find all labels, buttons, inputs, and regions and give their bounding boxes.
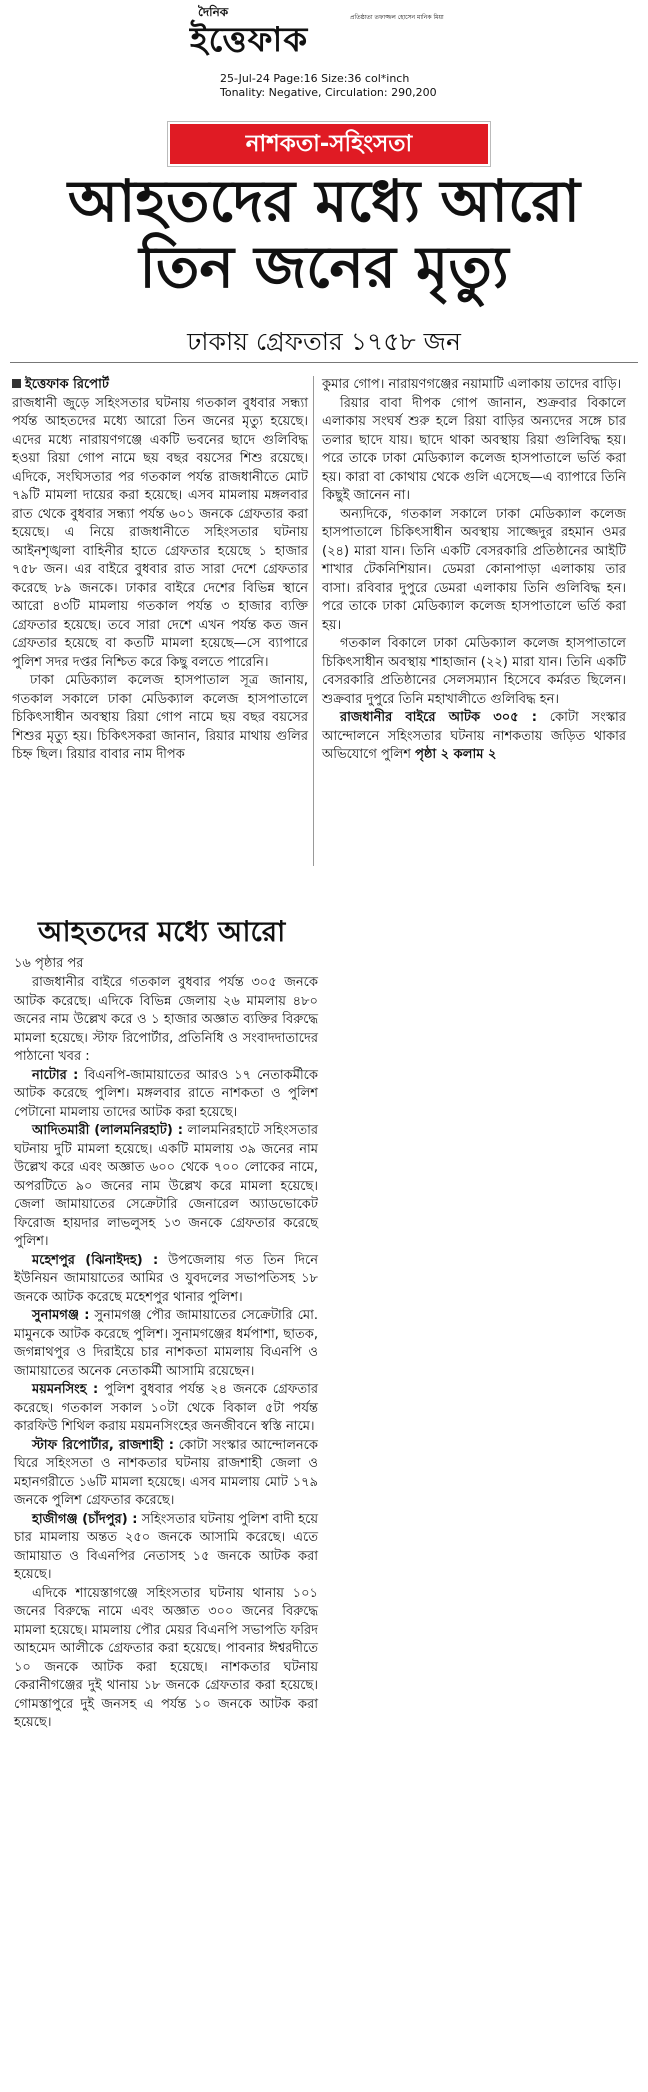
continuation-paragraph <box>14 1437 318 1511</box>
kicker: নাশকতা-সহিংসতা <box>245 131 413 157</box>
paragraph-text: পুলিশ বুধবার পর্যন্ত ২৪ জনকে গ্রেফতার করেছে। গতকাল সকাল ১০টা থেকে বিকাল ৫টা পর্যন্ত কারফিউ শিথিল করায় ময়মনসিংহের জনজীবনে স্বস্তি নামে। <box>14 1382 318 1434</box>
paragraph-text: সুনামগঞ্জ পৌর জামায়াতের সেক্রেটারি মো. মামুনকে আটক করেছে পুলিশ। সুনামগঞ্জের ধর্মপাশা, ছাতক, জগন্নাথপুর ও দিরাইয়ে চার নাশকতা মামলায় বিএনপি ও জামায়াতের অনেক নেতাকর্মী আসামি রয়েছেন। <box>14 1308 318 1379</box>
paragraph-lead: সুনামগঞ্জ : <box>32 1308 90 1323</box>
paragraph: কুমার গোপ। নারায়ণগঞ্জের নয়ামাটি এলাকায় তাদের বাড়ি। <box>322 377 622 392</box>
byline: ইত্তেফাক রিপোর্ট <box>25 377 109 392</box>
paragraph-text: কোটা সংস্কার আন্দোলনকে ঘিরে সহিংসতা ও নাশকতার ঘটনায় রাজশাহী জেলা ও মহানগরীতে ১৬টি মামলা হয়েছে। এসব মামলায় মোট ১৭৯ জনকে পুলিশ গ্রেফতার করেছে। <box>14 1437 318 1508</box>
logo-small-word: দৈনিক <box>198 5 229 19</box>
paragraph-text: সহিংসতার ঘটনায় পুলিশ বাদী হয়ে চার মামলায় অন্তত ২৫০ জনকে আসামি করেছে। এতে জামায়াত ও বিএনপির নেতাসহ ১৫ জনকে আটক করা হয়েছে। <box>14 1511 318 1582</box>
headline-line-1: আহতদের মধ্যে আরো <box>67 167 581 235</box>
continuation-paragraph <box>14 1307 318 1381</box>
meta-line-2: Tonality: Negative, Circulation: 290,200 <box>220 86 437 99</box>
paragraph: অন্যদিকে, গতকাল সকালে ঢাকা মেডিক্যাল কলেজ হাসপাতালে চিকিৎসাধীন অবস্থায় সাজ্জেদুর রহমান ওমর (২৪) মারা যান। তিনি একটি বেসরকারি প্রতিষ্ঠানের আইটি শাখার টেকনিশিয়ান। ডেমরা কোনাপাড়া এলাকায় তার বাসা। রবিবার দুপুরে ডেমরা এলাকায় তিনি গুলিবিদ্ধ হন। পরে তাকে ঢাকা মেডিক্যাল কলেজ হাসপাতালে ভর্তি করা হয়। <box>322 506 626 633</box>
continuation-paragraph <box>14 1511 318 1585</box>
continuation-paragraph <box>14 974 318 1067</box>
paragraph-lead: হাজীগঞ্জ (চাঁদপুর) : <box>32 1511 138 1527</box>
headline <box>20 168 628 300</box>
paragraph-text: উপজেলায় গত তিন দিনে ইউনিয়ন জামায়াতের আমির ও যুবদলের সভাপতিসহ ১৮ জনকে আটক করেছে মহেশপুর থানার পুলিশ। <box>14 1252 318 1305</box>
divider <box>10 362 638 363</box>
subheadline: ঢাকায় গ্রেফতার ১৭৫৮ জন <box>187 327 461 356</box>
right-column <box>322 376 626 765</box>
continued-from: ১৬ পৃষ্ঠার পর <box>14 956 84 971</box>
continuation-body <box>14 974 318 1733</box>
paragraph-text: এদিকে শায়েস্তাগঞ্জে সহিংসতার ঘটনায় থানায় ১০১ জনের বিরুদ্ধে নামে এবং অজ্ঞাত ৩০০ জনের বিরুদ্ধে মামলা হয়েছে। মামলায় পৌর মেয়র বিএনপি সভাপতি ফরিদ আহমেদ আলীকে গ্রেফতার করা হয়েছে। পাবনার ঈশ্বরদীতে ১০ জনকে আটক করা হয়েছে। নাশকতার ঘটনায় কেরানীগঞ্জের দুই থানায় ১৮ জনকে গ্রেফতার করা হয়েছে। গোমস্তাপুরে দুই জনসহ এ পর্যন্ত ১০ জনকে আটক করা হয়েছে। <box>14 1585 318 1730</box>
paragraph: কোটা সংস্কার আন্দোলনে সহিংসতার ঘটনায় নাশকতায় জড়িত থাকার অভিযোগে পুলিশ <box>322 710 626 762</box>
paragraph-lead: স্টাফ রিপোর্টার, রাজশাহী : <box>32 1437 174 1453</box>
continuation-paragraph <box>14 1252 318 1308</box>
continuation-paragraph <box>14 1067 318 1123</box>
newspaper-logo <box>190 4 460 60</box>
continuation-paragraph <box>14 1381 318 1437</box>
paragraph: রাজধানী জুড়ে সহিংসতার ঘটনায় গতকাল বুধবার সন্ধ্যা পর্যন্ত আহতদের মধ্যে আরো তিন জনের মৃত্যু হয়েছে। এদের মধ্যে নারায়ণগঞ্জে একটি ভবনের ছাদে গুলিবিদ্ধ হওয়া রিয়া গোপ নামে ছয় বছর বয়সের শিশু রয়েছে। এদিকে, সংঘিসতার পর গতকাল পর্যন্ত রাজধানীতে মোট ৭৯টি মামলা দায়ের করা হয়েছে। এসব মামলায় মঙ্গলবার রাত থেকে বুধবার সন্ধ্যা পর্যন্ত ৬০১ জনকে গ্রেফতার করা হয়েছে। এ নিয়ে রাজধানীতে সহিংসতার ঘটনায় আইনশৃঙ্খলা বাহিনীর হাতে গ্রেফতার হয়েছে ১ হাজার ৭৫৮ জন। এর বাইরে বুধবার রাত সারা দেশে গ্রেফতার করেছে ৮৯ জনকে। ঢাকার বাইরে দেশের বিভিন্ন স্থানে আরো ৪৩টি মামলায় গতকাল পর্যন্ত ৩ হাজার ব্যক্তি গ্রেফতার হয়েছে। তবে সারা দেশে এখন পর্যন্ত কত জন গ্রেফতার হয়েছে বা কতটি মামলা হয়েছে—সে ব্যাপারে পুলিশ সদর দপ্তর নিশ্চিত করে কিছু বলতে পারেনি। <box>12 395 308 670</box>
continuation-paragraph <box>14 1122 318 1252</box>
bullet-square-icon <box>12 379 21 388</box>
logo-tagline: প্রতিষ্ঠাতা তফাজ্জল হোসেন মানিক মিয়া <box>350 14 444 21</box>
meta-line-1: 25-Jul-24 Page:16 Size:36 col*inch <box>220 72 410 85</box>
masthead <box>0 0 648 62</box>
headline-line-2: তিন জনের মৃত্যু <box>139 233 509 301</box>
paragraph: রিয়ার বাবা দীপক গোপ জানান, শুক্রবার বিকালে এলাকায় সংঘর্ষ শুরু হলে রিয়া বাড়ির অন্যদের সঙ্গে চার তলার ছাদে যায়। ছাদে থাকা অবস্থায় রিয়া গুলিবিদ্ধ হয়। পরে তাকে ঢাকা মেডিক্যাল কলেজ হাসপাতালে ভর্তি করা হয়। কারা বা কোথায় থেকে গুলি এসেছে—এ ব্যাপারে তিনি কিছুই জানেন না। <box>322 395 626 503</box>
paragraph-lead: ময়মনসিংহ : <box>32 1382 99 1397</box>
kicker-box <box>168 122 490 166</box>
paragraph-text: বিএনপি-জামায়াতের আরও ১৭ নেতাকর্মীকে আটক করেছে পুলিশ। মঙ্গলবার রাতে নাশকতা ও পুলিশ পেটানো মামলায় তাদের আটক করা হয়েছে। <box>14 1067 318 1120</box>
clipping-meta <box>220 72 437 100</box>
jump-line: পৃষ্ঠা ২ কলাম ২ <box>415 747 497 762</box>
column-divider <box>313 376 314 866</box>
paragraph-lead: আদিতমারী (লালমনিরহাট) : <box>32 1123 183 1138</box>
paragraph-lead: নাটোর : <box>32 1067 79 1083</box>
continuation-title: আহতদের মধ্যে আরো <box>38 915 286 948</box>
paragraph: গতকাল বিকালে ঢাকা মেডিক্যাল কলেজ হাসপাতালে চিকিৎসাধীন অবস্থায় শাহাজান (২২) মারা যান। তিনি একটি বেসরকারি প্রতিষ্ঠানের সেলসম্যান হিসেবে কর্মরত ছিলেন। শুক্রবার দুপুরে তিনি মহাখালীতে গুলিবিদ্ধ হন। <box>322 636 626 707</box>
paragraph-lead: মহেশপুর (ঝিনাইদহ) : <box>32 1252 159 1268</box>
paragraph-text: রাজধানীর বাইরে গতকাল বুধবার পর্যন্ত ৩০৫ জনকে আটক করেছে। এদিকে বিভিন্ন জেলায় ২৬ মামলায় ৪৮০ জনের নাম উল্লেখ করে ও ১ হাজার অজ্ঞাত ব্যক্তির বিরুদ্ধে মামলা হয়েছে। স্টাফ রিপোর্টার, প্রতিনিধি ও সংবাদদাতাদের পাঠানো খবর : <box>14 975 318 1064</box>
paragraph-lead: রাজধানীর বাইরে আটক ৩০৫ : <box>340 710 537 725</box>
left-column <box>12 376 308 765</box>
paragraph-text: লালমনিরহাটে সহিংসতার ঘটনায় দুটি মামলা হয়েছে। একটি মামলায় ৩৯ জনের নাম উল্লেখ করে এবং অজ্ঞাত ৬০০ থেকে ৭০০ লোকের নামে, অপরটিতে ৯০ জনের নাম উল্লেখ করে মামলা হয়েছে। জেলা জামায়াতের সেক্রেটারি জেনারেল অ্যাডভোকেট ফিরোজ হায়দার লাভলুসহ ১৩ জনকে গ্রেফতার করেছে পুলিশ। <box>14 1123 318 1249</box>
continuation-paragraph <box>14 1585 318 1733</box>
logo-name: ইত্তেফাক <box>190 20 309 60</box>
paragraph: ঢাকা মেডিক্যাল কলেজ হাসপাতাল সূত্র জানায়, গতকাল সকালে ঢাকা মেডিক্যাল কলেজ হাসপাতালে চিকিৎসাধীন অবস্থায় রিয়া গোপ নামে ছয় বছর বয়সের শিশুর মৃত্যু হয়। চিকিৎসকরা জানান, রিয়ার মাথায় গুলির চিহ্ন ছিল। রিয়ার বাবার নাম দীপক <box>12 673 308 762</box>
